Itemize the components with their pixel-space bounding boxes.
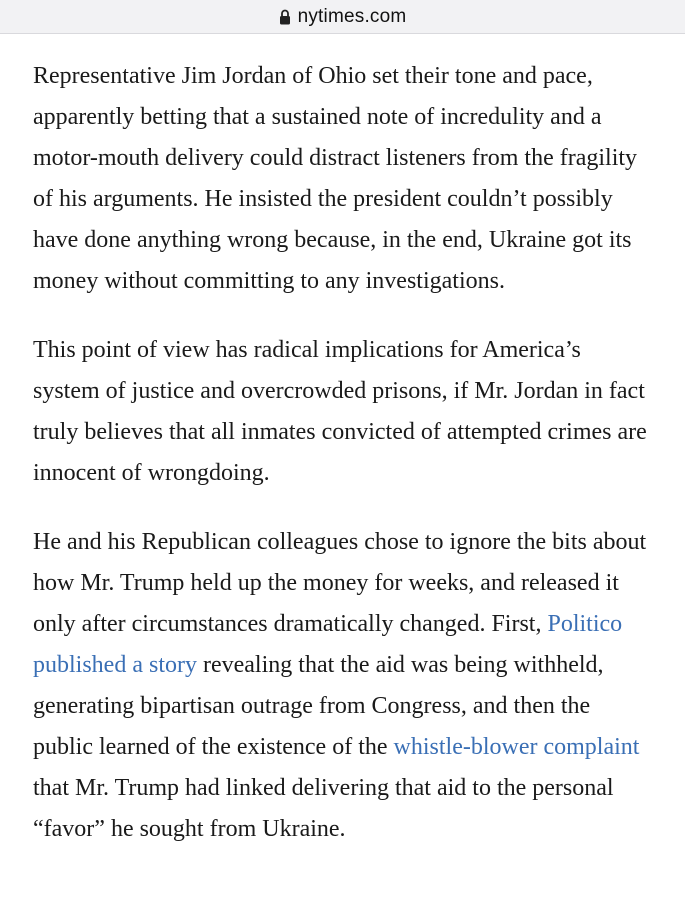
- article-body: [33, 56, 653, 878]
- paragraph-3-text-1: He and his Republican colleagues chose to ignore the bits about how Mr. Trump held up the money for weeks, and released it only after circumstances dramatically changed. First,: [33, 529, 647, 637]
- whistleblower-complaint-link[interactable]: whistle-blower complaint: [393, 734, 640, 760]
- paragraph-1: Representative Jim Jordan of Ohio set their tone and pace, apparently betting that a sustained note of incredulity and a motor-mouth delivery could distract listeners from the fragility of his arguments. He insisted the president couldn’t possibly have done anything wrong because, in the end, Ukraine got its money without committing to any investigations.: [33, 63, 638, 294]
- paragraph-3-text-2: revealing that the aid was being withheld, generating bipartisan outrage from Congress, and then the public learned of the existence of the: [33, 652, 604, 760]
- url-display[interactable]: [279, 6, 407, 28]
- address-bar[interactable]: [0, 0, 685, 34]
- politico-story-link[interactable]: Politico published a story: [33, 611, 623, 678]
- lock-icon: [279, 9, 291, 25]
- url-text: nytimes.com: [297, 5, 407, 27]
- paragraph-3: [33, 522, 653, 850]
- paragraph-3-text-3: that Mr. Trump had linked delivering that aid to the personal “favor” he sought from Ukraine.: [33, 775, 614, 842]
- paragraph-2: This point of view has radical implications for America’s system of justice and overcrowded prisons, if Mr. Jordan in fact truly believes that all inmates convicted of attempted crimes are innocent of wrongdoing.: [33, 337, 647, 486]
